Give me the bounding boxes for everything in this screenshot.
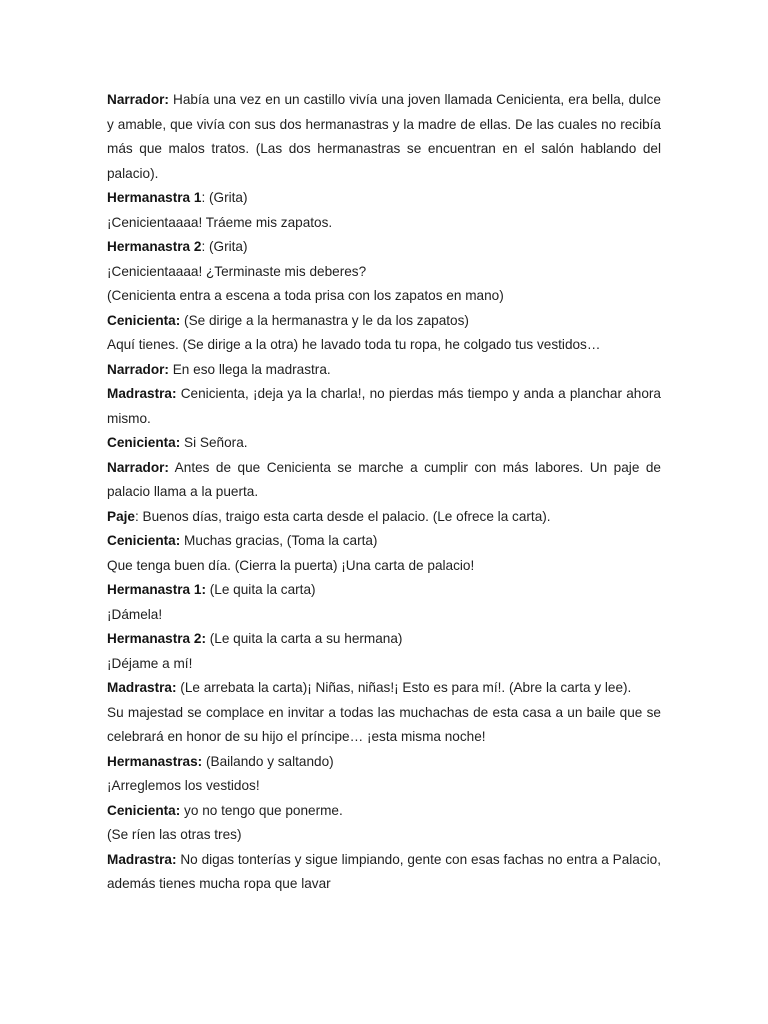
script-line — [107, 456, 661, 505]
line-text: (Se ríen las otras tres) — [107, 827, 242, 842]
line-text: Su majestad se complace en invitar a todas las muchachas de esta casa a un baile que se celebrará en honor de su hijo el príncipe… ¡esta misma noche! — [107, 704, 661, 744]
line-text: (Bailando y saltando) — [202, 753, 334, 769]
script-line — [107, 823, 661, 848]
line-text: ¡Cenicientaaaa! ¿Terminaste mis deberes? — [107, 263, 367, 279]
speaker-name: Madrastra: — [107, 851, 177, 867]
speaker-name: Narrador: — [107, 361, 169, 377]
speaker-name: Cenicienta: — [107, 435, 181, 450]
script-line — [107, 505, 661, 530]
line-text: ¡Déjame a mí! — [107, 655, 193, 671]
line-text: No digas tonterías y sigue limpiando, gente con esas fachas no entra a Palacio, además tienes mucha ropa que lavar — [107, 851, 661, 891]
line-text: Cenicienta, ¡deja ya la charla!, no pierdas más tiempo y anda a planchar ahora mismo. — [107, 386, 661, 426]
speaker-name: Cenicienta: — [107, 312, 181, 328]
script-line — [107, 676, 661, 701]
script-line — [107, 848, 661, 897]
script-line — [107, 431, 661, 456]
script-line — [107, 333, 661, 358]
speaker-name: Hermanastras: — [107, 753, 203, 769]
speaker-name: Hermanastra 2 — [107, 239, 202, 254]
script-line — [107, 284, 661, 309]
script-line — [107, 774, 661, 799]
script-line — [107, 88, 661, 186]
script-page — [107, 88, 661, 897]
speaker-name: Madrastra: — [107, 386, 177, 401]
speaker-name: Hermanastra 2: — [107, 631, 206, 646]
script-line — [107, 235, 661, 260]
script-line — [107, 554, 661, 579]
script-line — [107, 309, 661, 334]
script-line — [107, 603, 661, 628]
line-text: Que tenga buen día. (Cierra la puerta) ¡Una carta de palacio! — [107, 557, 475, 573]
line-text: En eso llega la madrastra. — [168, 361, 331, 377]
speaker-name: Cenicienta: — [107, 533, 181, 548]
script-line — [107, 186, 661, 211]
line-text: : Buenos días, traigo esta carta desde el palacio. (Le ofrece la carta). — [134, 508, 551, 524]
script-line — [107, 750, 661, 775]
script-line — [107, 627, 661, 652]
script-line — [107, 358, 661, 383]
speaker-name: Hermanastra 1: — [107, 582, 206, 597]
script-line — [107, 578, 661, 603]
line-text: ¡Arreglemos los vestidos! — [107, 778, 260, 793]
line-text: (Le arrebata la carta)¡ Niñas, niñas!¡ Esto es para mí!. (Abre la carta y lee). — [176, 680, 632, 695]
script-line — [107, 799, 661, 824]
line-text: (Cenicienta entra a escena a toda prisa con los zapatos en mano) — [107, 288, 504, 303]
line-text: Antes de que Cenicienta se marche a cumplir con más labores. Un paje de palacio llama a la puerta. — [107, 459, 661, 499]
line-text: : (Grita) — [201, 239, 248, 254]
line-text: Si Señora. — [180, 435, 248, 450]
line-text: (Se dirige a la hermanastra y le da los zapatos) — [180, 312, 469, 328]
speaker-name: Cenicienta: — [107, 802, 181, 818]
speaker-name: Paje — [107, 508, 135, 524]
line-text: ¡Cenicientaaaa! Tráeme mis zapatos. — [107, 214, 333, 230]
script-line — [107, 382, 661, 431]
script-line — [107, 211, 661, 236]
speaker-name: Narrador: — [107, 459, 169, 475]
speaker-name: Hermanastra 1 — [107, 190, 202, 205]
script-line — [107, 701, 661, 750]
script-line — [107, 260, 661, 285]
line-text: ¡Dámela! — [107, 606, 163, 622]
line-text: Había una vez en un castillo vivía una joven llamada Cenicienta, era bella, dulce y amable, que vivía con sus dos hermanastras y la madre de ellas. De las cuales no recibía más que malos tratos. (Las dos hermanastras se encuentran en el salón hablando del palacio). — [107, 92, 661, 181]
line-text: : (Grita) — [201, 190, 248, 205]
line-text: (Le quita la carta) — [205, 582, 316, 597]
script-line — [107, 652, 661, 677]
line-text: (Le quita la carta a su hermana) — [205, 631, 403, 646]
script-line — [107, 529, 661, 554]
speaker-name: Narrador: — [107, 92, 169, 107]
line-text: yo no tengo que ponerme. — [180, 802, 343, 818]
line-text: Muchas gracias, (Toma la carta) — [180, 533, 378, 548]
speaker-name: Madrastra: — [107, 680, 177, 695]
line-text: Aquí tienes. (Se dirige a la otra) he lavado toda tu ropa, he colgado tus vestidos… — [107, 337, 601, 352]
